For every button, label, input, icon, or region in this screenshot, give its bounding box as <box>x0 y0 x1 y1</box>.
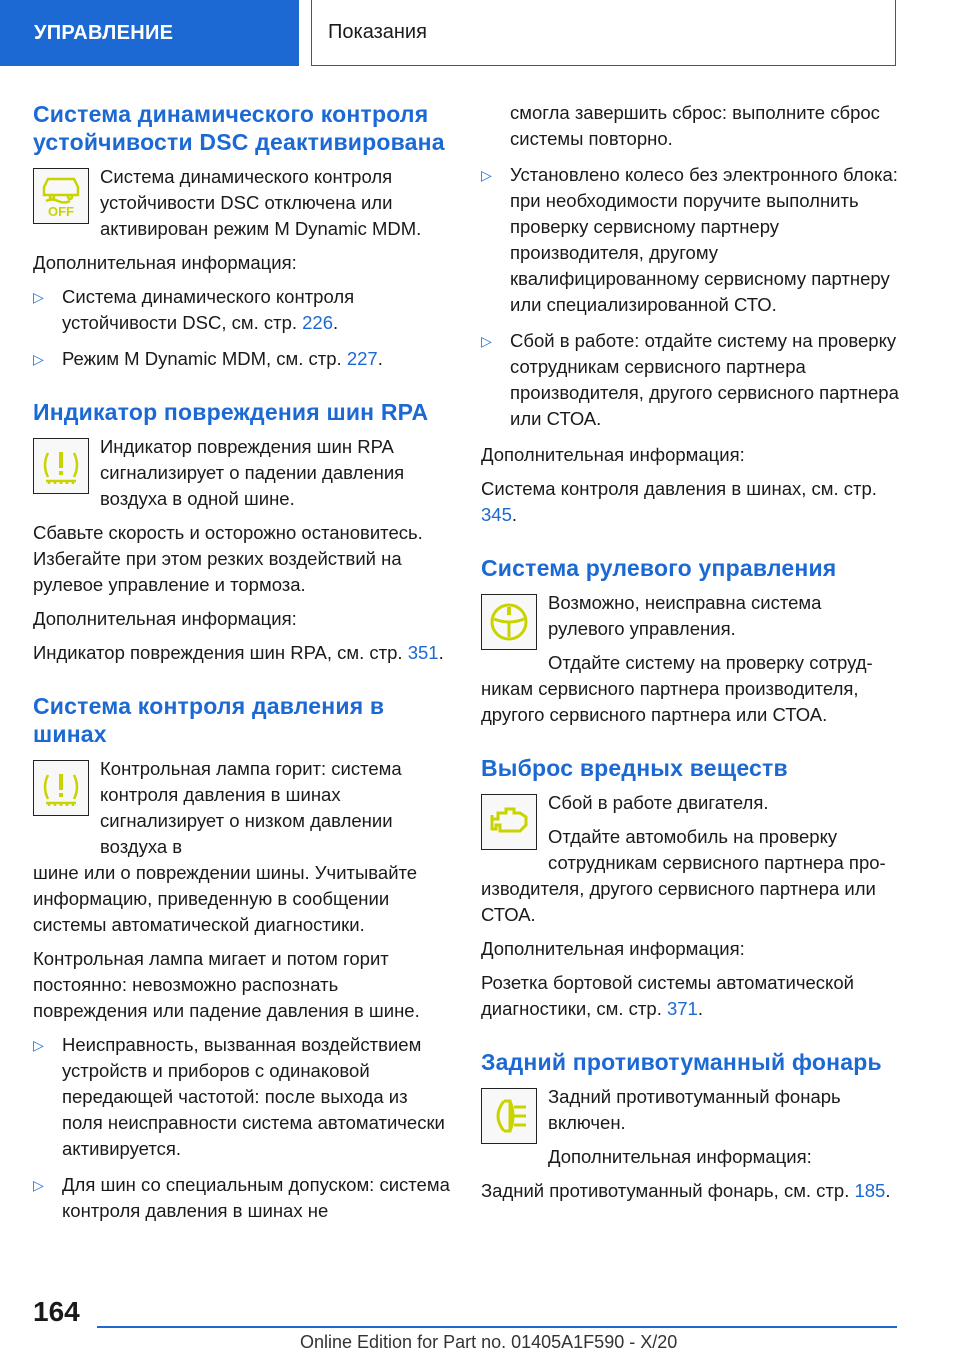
right-column <box>481 100 899 1230</box>
list-item: смогла завершить сброс: выполните сброс системы повторно. <box>510 102 880 149</box>
page-link[interactable]: 345 <box>481 504 512 525</box>
page-link[interactable]: 227 <box>346 348 378 369</box>
more-info-label: Дополнительная информация: <box>33 608 297 629</box>
section-title: Выброс вредных веществ <box>481 755 788 781</box>
more-info-label: Дополнительная информация: <box>481 938 745 959</box>
more-info-label: Дополнительная информация: <box>33 252 297 273</box>
section-title: Задний противотуманный фонарь <box>481 1049 882 1075</box>
indicator-block <box>33 164 451 242</box>
left-column <box>33 100 451 1250</box>
section-tire-pressure <box>33 692 451 1224</box>
subsection-title: Показания <box>311 0 896 66</box>
triangle-bullet-icon: ▷ <box>33 351 44 367</box>
indicator-block <box>33 434 451 512</box>
indicator-block <box>33 756 451 860</box>
indicator-description: Индикатор повреждения шин RPA сигнализирует о падении давления воздуха в одной шине. <box>100 436 405 509</box>
edition-text: Online Edition for Part no. 01405A1F590 - X/20 <box>300 1332 678 1352</box>
list-item: ▷ Для шин со специальным допуском: система контроля давления в шинах не <box>33 1174 450 1221</box>
list-item: ▷ Сбой в работе: отдайте систему на проверку сотрудникам сервисного партнера производителя, другого сервисного партнера или СТОА. <box>481 330 899 429</box>
reference-list <box>33 284 451 372</box>
indicator-block <box>481 790 899 876</box>
footer-divider <box>97 1326 897 1328</box>
section-title: Система рулевого управления <box>481 555 837 581</box>
list-item: ▷ Неисправность, вызванная воздействием устройств и приборов с одинаковой передающей частотой: после выхода из поля неисправности система автоматически активируется. <box>33 1034 445 1159</box>
section-title: Система контроля давления в шинах <box>33 693 385 747</box>
reference: Система контроля давления в шинах, см. стр. 345. <box>481 478 877 525</box>
paragraph: Сбавьте скорость и осторожно остановитесь. Избегайте при этом резких воздействий на рулевое управление и тормоза. <box>33 522 423 595</box>
page-link[interactable]: 351 <box>407 642 439 663</box>
page-link[interactable]: 226 <box>302 312 334 333</box>
dsc-off-icon <box>33 168 89 224</box>
rear-fog-light-icon <box>481 1088 537 1144</box>
indicator-description: Задний противотуманный фонарь включен. <box>548 1086 841 1133</box>
section-title: Индикатор повреждения шин RPA <box>33 399 429 425</box>
more-info-label: Дополнительная информация: <box>481 444 745 465</box>
indicator-description: Отдайте систему на проверку сотруд- <box>548 652 873 673</box>
list-item: ▷ Система динамического контроля устойчивости DSC, см. стр. 226. <box>33 286 355 333</box>
section-title: Система динамического контроля устойчивости DSC деактивирована <box>33 101 445 155</box>
section-steering <box>481 554 899 728</box>
section-tab: УПРАВЛЕНИЕ <box>0 0 299 66</box>
steering-warning-icon <box>481 594 537 650</box>
paragraph: шине или о повреждении шины. Учитывайте информацию, приведенную в сообщении системы автоматической диагностики. <box>33 862 418 935</box>
page-link[interactable]: 371 <box>666 998 698 1019</box>
paragraph: изводителя, другого сервисного партнера или СТОА. <box>481 878 876 925</box>
indicator-block <box>481 590 899 676</box>
indicator-description: Сбой в работе двигателя. <box>548 792 769 813</box>
engine-check-icon <box>481 794 537 850</box>
page-header <box>0 0 960 66</box>
list-item: ▷ Установлено колесо без электронного блока: при необходимости поручите выполнить проверку сервисному партнеру производителя, другому квалифицированному сервисному партнеру или специализированной СТО. <box>481 164 898 315</box>
indicator-description: Возможно, неисправна система рулевого управления. <box>548 592 822 639</box>
tire-warning-icon <box>33 438 89 494</box>
triangle-bullet-icon: ▷ <box>33 1037 44 1053</box>
section-tire-pressure-continued <box>481 100 899 528</box>
indicator-block <box>481 1084 899 1170</box>
svg-text:OFF: OFF <box>48 204 74 219</box>
section-rear-fog-light <box>481 1048 899 1204</box>
reference: Задний противотуманный фонарь, см. стр. 185. <box>481 1180 891 1201</box>
reference: Индикатор повреждения шин RPA, см. стр. 351. <box>33 642 444 663</box>
tire-pressure-icon <box>33 760 89 816</box>
indicator-description: Контрольная лампа горит: система контроля давления в шинах сигнализирует о низком давлении воздуха в <box>100 758 402 857</box>
list-item: ▷ Режим M Dynamic MDM, см. стр. 227. <box>33 346 451 372</box>
triangle-bullet-icon: ▷ <box>33 289 44 305</box>
page-number: 164 <box>33 1296 80 1327</box>
condition-list <box>481 100 899 432</box>
paragraph: никам сервисного партнера производителя, другого сервисного партнера или СТОА. <box>481 678 859 725</box>
triangle-bullet-icon: ▷ <box>481 167 492 183</box>
section-rpa <box>33 398 451 666</box>
section-dsc <box>33 100 451 372</box>
more-info-label: Дополнительная информация: <box>548 1146 812 1167</box>
section-emissions <box>481 754 899 1022</box>
indicator-description: Отдайте автомобиль на проверку сотрудникам сервисного партнера про- <box>548 826 886 873</box>
paragraph: Контрольная лампа мигает и потом горит постоянно: невозможно распознать повреждения или падение давления в шине. <box>33 948 420 1021</box>
indicator-description: Система динамического контроля устойчивости DSC отключена или активирован режим M Dynamic MDM. <box>100 166 422 239</box>
page-link[interactable]: 185 <box>854 1180 886 1201</box>
triangle-bullet-icon: ▷ <box>33 1177 44 1193</box>
condition-list <box>33 1032 451 1224</box>
reference: Розетка бортовой системы автоматической диагностики, см. стр. 371. <box>481 972 854 1019</box>
triangle-bullet-icon: ▷ <box>481 333 492 349</box>
